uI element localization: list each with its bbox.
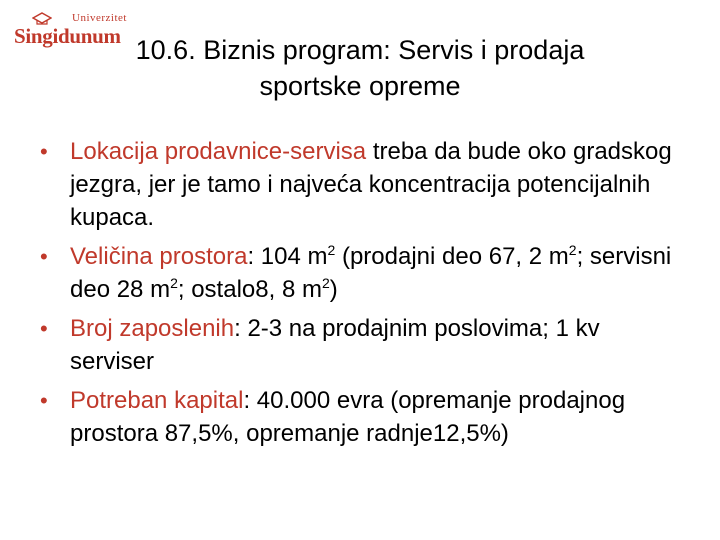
logo-name: Singidunum [14,24,121,48]
bullet-item-location [40,135,680,234]
bullet-text: : 104 m [247,243,328,270]
bullet-text: treba da bude oko gradskog jezgra, jer je tamo i najveća koncentracija potencijalnih kupaca. [70,138,672,231]
bullet-dot-icon: • [40,388,48,413]
bullet-list [40,135,680,456]
bullet-text: ; ostalo8, 8 m [177,276,322,303]
title-line-2: sportske opreme [259,71,461,101]
superscript: 2 [327,242,336,258]
logo-university-label: Univerzitet [72,12,127,24]
bullet-dot-icon: • [40,139,48,164]
bullet-dot-icon: • [40,316,48,341]
superscript: 2 [170,275,178,291]
slide-title [40,32,680,104]
superscript: 2 [321,275,330,291]
bullet-text: : 2-3 na prodajnim poslovima; 1 kv serviser [70,315,600,375]
bullet-text: : 40.000 evra (opremanje prodajnog prostora 87,5%, opremanje radnje12,5%) [70,387,626,447]
bullet-highlight: Veličina prostora [70,243,248,270]
bullet-highlight: Lokacija prodavnice-servisa [70,138,367,165]
bullet-text: (prodajni deo 67, 2 m [335,243,569,270]
bullet-highlight: Broj zaposlenih [70,315,235,342]
bullet-item-space-size [40,240,680,306]
superscript: 2 [568,242,577,258]
bullet-item-capital [40,384,680,450]
bullet-item-employees [40,312,680,378]
bullet-dot-icon: • [40,244,48,269]
bullet-text: ) [329,276,338,303]
bullet-text: ; servisni deo 28 m [70,243,672,303]
bullet-highlight: Potreban kapital [70,387,244,414]
title-line-1: 10.6. Biznis program: Servis i prodaja [135,35,585,65]
